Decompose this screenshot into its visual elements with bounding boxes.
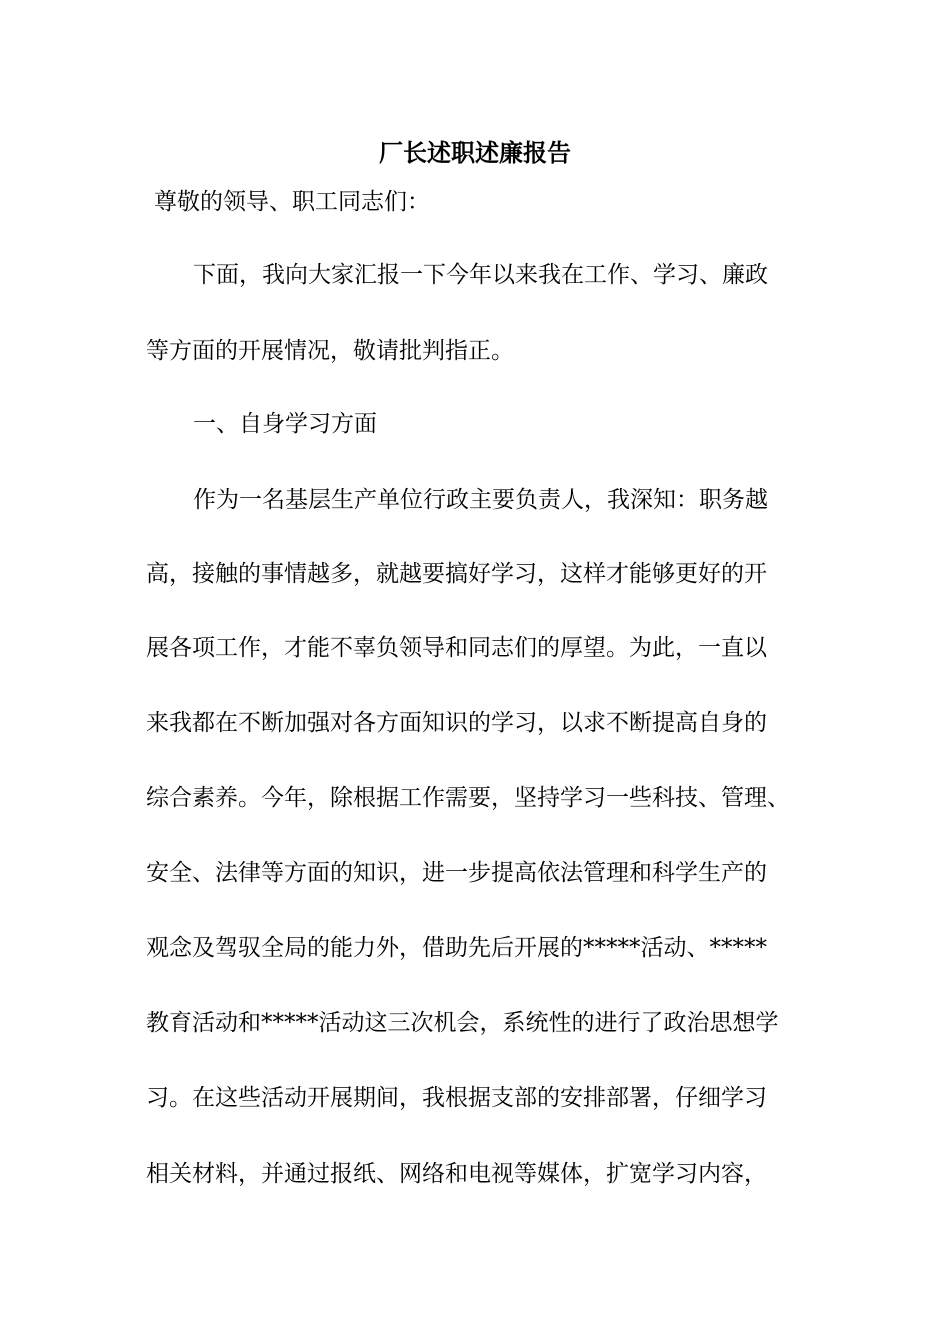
paragraph-line: 习。在这些活动开展期间，我根据支部的安排部署，仔细学习 [146, 1085, 767, 1111]
section-heading: 一、自身学习方面 [193, 411, 377, 437]
paragraph-line: 观念及驾驭全局的能力外，借助先后开展的*****活动、***** [146, 935, 767, 961]
paragraph-line: 高，接触的事情越多，就越要搞好学习，这样才能够更好的开 [146, 561, 767, 587]
paragraph-line: 等方面的开展情况，敬请批判指正。 [146, 338, 514, 364]
paragraph-line: 相关材料，并通过报纸、网络和电视等媒体，扩宽学习内容， [146, 1161, 767, 1187]
paragraph-line: 展各项工作，才能不辜负领导和同志们的厚望。为此，一直以 [146, 635, 767, 661]
paragraph-line: 教育活动和*****活动这三次机会，系统性的进行了政治思想学 [146, 1010, 779, 1036]
salutation: 尊敬的领导、职工同志们： [154, 189, 430, 215]
paragraph-line: 作为一名基层生产单位行政主要负责人，我深知：职务越 [193, 487, 768, 513]
paragraph-line: 来我都在不断加强对各方面知识的学习，以求不断提高自身的 [146, 710, 767, 736]
paragraph-line: 下面，我向大家汇报一下今年以来我在工作、学习、廉政 [193, 262, 768, 288]
paragraph-line: 综合素养。今年，除根据工作需要，坚持学习一些科技、管理、 [146, 785, 790, 811]
document-title: 厂长述职述廉报告 [379, 138, 571, 167]
paragraph-line: 安全、法律等方面的知识，进一步提高依法管理和科学生产的 [146, 860, 767, 886]
